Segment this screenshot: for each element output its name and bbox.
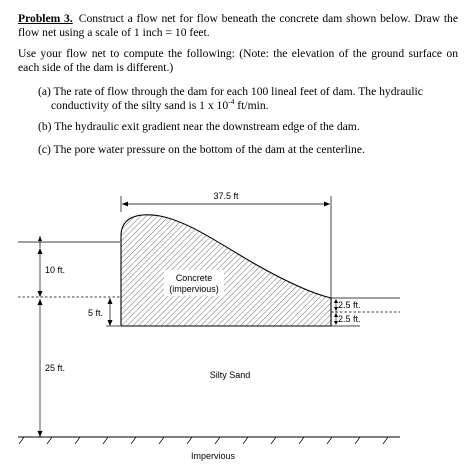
problem-label: Problem 3. [18,12,73,25]
part-a-units: ft/min. [234,98,269,112]
width-label: 37.5 ft [213,191,239,201]
soil-label: Silty Sand [209,370,251,380]
instructions: Use your flow net to compute the following: (Note: the elevation of the ground surface on each side of the dam is different.) [18,47,458,74]
problem-text: Construct a flow net for flow beneath the concrete dam shown below. Draw the flow net using a scale of 1 inch = 10 feet. [18,12,458,39]
dam-label-line2: (impervious) [169,284,219,294]
dam-body [121,215,331,326]
sand-depth-dimension [38,299,66,437]
part-b: (b) The hydraulic exit gradient near the downstream edge of the dam. [38,120,360,133]
embed-label: 5 ft. [88,308,104,318]
sand-depth-label: 25 ft. [45,363,66,373]
part-a-line-1: (a) The rate of flow through the dam for each 100 lineal feet of dam. The hydraulic [38,85,423,98]
embed-dimension [88,298,120,326]
part-a-text: conductivity of the silty sand is 1 x 10 [51,98,229,112]
base-label: Impervious [190,451,236,461]
impervious-base [18,437,400,461]
downstream-upper-label: 2.5 ft. [338,300,361,310]
upstream-water-surface [18,236,120,297]
downstream-lower-label: 2.5 ft. [338,314,361,324]
dam-label-line1: Concrete [175,273,213,283]
part-c: (c) The pore water pressure on the bottom of the dam at the centerline. [38,143,365,156]
part-a-exponent: -4 [228,96,235,106]
upstream-water-label: 10 ft. [45,265,66,275]
